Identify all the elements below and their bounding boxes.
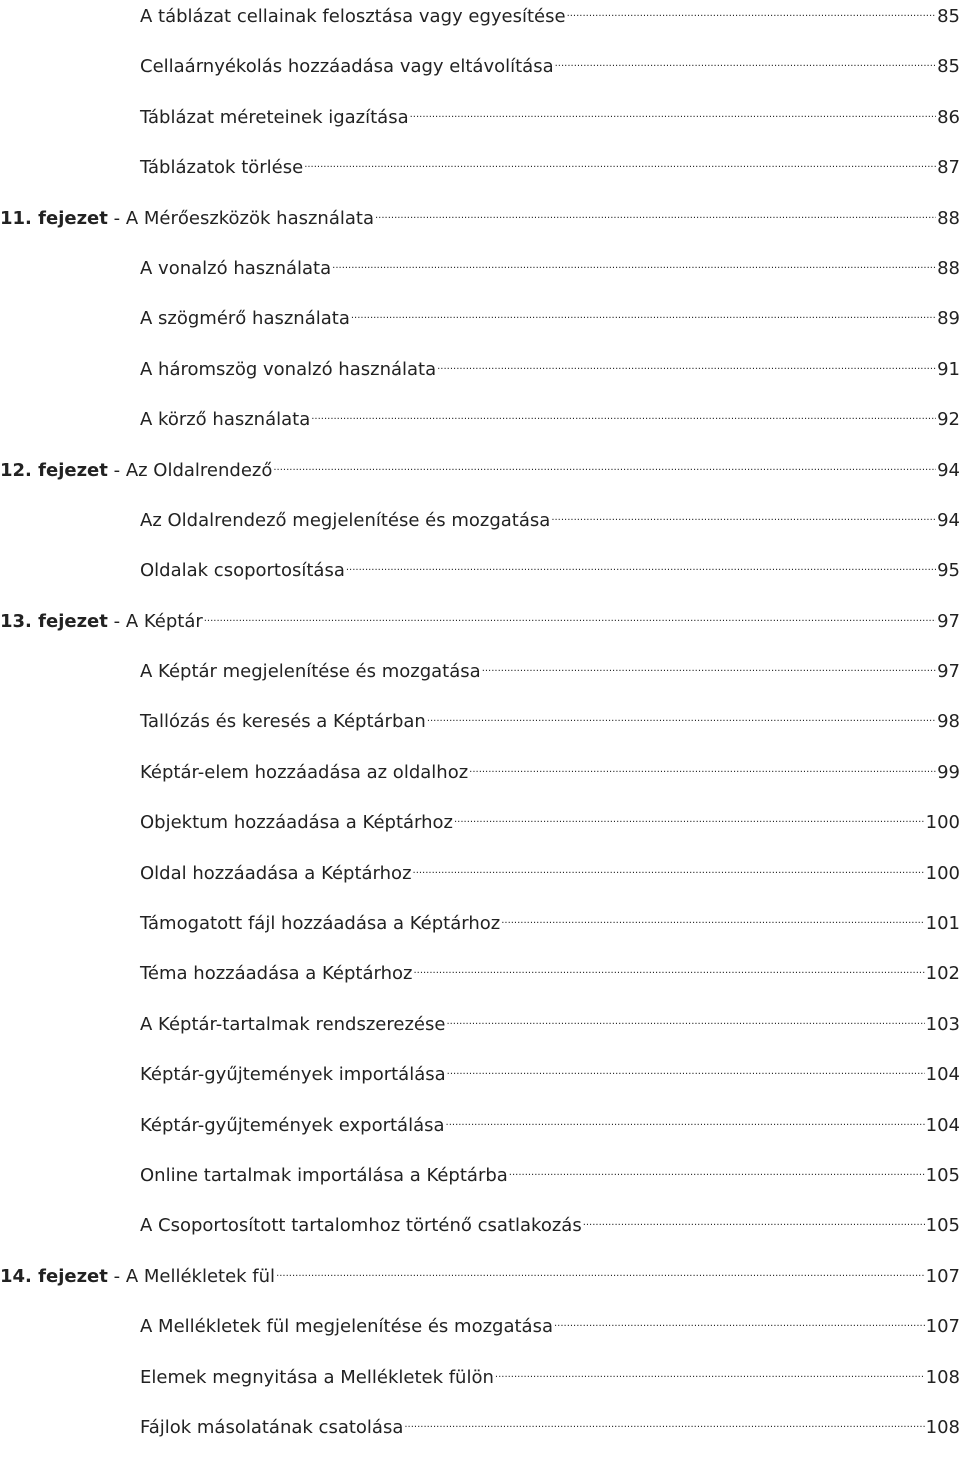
- dot-leader: [346, 554, 936, 576]
- toc-section-entry[interactable]: [0, 756, 960, 806]
- chapter-number: 11. fejezet: [0, 207, 108, 229]
- entry-title-text: A háromszög vonalzó használata: [140, 358, 437, 380]
- entry-title-text: A Képtár-tartalmak rendszerezése: [140, 1013, 446, 1035]
- page-number: 97: [937, 661, 960, 683]
- toc-section-entry[interactable]: [0, 1159, 960, 1209]
- page-number: 108: [925, 1416, 960, 1438]
- toc-section-entry[interactable]: [0, 0, 960, 50]
- entry-title-text: Cellaárnyékolás hozzáadása vagy eltávolítása: [140, 56, 554, 78]
- page-number: 107: [925, 1265, 960, 1287]
- toc-entry-title: [140, 1417, 403, 1439]
- entry-title-text: Téma hozzáadása a Képtárhoz: [140, 963, 413, 985]
- toc-entry-title: [140, 1064, 446, 1086]
- toc-entry-title: [140, 409, 310, 431]
- page-number: 104: [925, 1064, 960, 1086]
- page-number: 89: [937, 308, 960, 330]
- entry-title-text: Oldal hozzáadása a Képtárhoz: [140, 862, 412, 884]
- entry-title-text: Az Oldalrendező megjelenítése és mozgatása: [140, 509, 551, 531]
- dot-leader: [413, 857, 925, 879]
- dot-leader: [501, 907, 924, 929]
- toc-section-entry[interactable]: [0, 1109, 960, 1159]
- page-number: 85: [937, 6, 960, 27]
- dot-leader: [413, 957, 924, 979]
- entry-title-text: A Mérőeszközök használata: [125, 207, 374, 229]
- page-number: 88: [937, 207, 960, 229]
- dot-leader: [551, 504, 936, 526]
- toc-section-entry[interactable]: [0, 1361, 960, 1411]
- chapter-number: 14. fejezet: [0, 1265, 108, 1287]
- toc-section-entry[interactable]: [0, 1209, 960, 1259]
- toc-section-entry[interactable]: [0, 403, 960, 453]
- dot-leader: [447, 1058, 925, 1080]
- toc-section-entry[interactable]: [0, 806, 960, 856]
- page-number: 107: [925, 1316, 960, 1338]
- toc-chapter-entry[interactable]: [0, 1260, 960, 1310]
- dot-leader: [555, 50, 936, 72]
- dot-leader: [204, 605, 936, 627]
- page-number: 87: [937, 157, 960, 179]
- toc-section-entry[interactable]: [0, 1008, 960, 1058]
- dot-leader: [404, 1411, 924, 1433]
- toc-entry-title: [140, 863, 412, 885]
- toc-section-entry[interactable]: [0, 655, 960, 705]
- entry-title-text: A körző használata: [140, 409, 311, 431]
- page-number: 103: [925, 1013, 960, 1035]
- entry-title-text: Oldalak csoportosítása: [140, 560, 345, 582]
- dot-leader: [304, 151, 936, 173]
- chapter-separator: -: [107, 207, 126, 229]
- dot-leader: [495, 1361, 925, 1383]
- toc-entry-title: [0, 208, 374, 230]
- toc-entry-title: [140, 56, 554, 78]
- toc-chapter-entry[interactable]: [0, 605, 960, 655]
- toc-section-entry[interactable]: [0, 857, 960, 907]
- dot-leader: [375, 202, 936, 224]
- toc-entry-title: [140, 1115, 445, 1137]
- toc-entry-title: [140, 1165, 508, 1187]
- entry-title-text: A Képtár: [125, 610, 203, 632]
- entry-title-text: Online tartalmak importálása a Képtárba: [140, 1164, 508, 1186]
- entry-title-text: Képtár-elem hozzáadása az oldalhoz: [140, 761, 469, 783]
- toc-entry-title: [0, 611, 203, 633]
- page-number: 101: [925, 913, 960, 935]
- page-number: 108: [925, 1366, 960, 1388]
- toc-section-entry[interactable]: [0, 907, 960, 957]
- page-number: 85: [937, 56, 960, 78]
- toc-entry-title: [140, 560, 345, 582]
- toc-entry-title: [140, 762, 468, 784]
- dot-leader: [446, 1008, 924, 1030]
- page-number: 98: [937, 711, 960, 733]
- toc-entry-title: [140, 1014, 445, 1036]
- toc-section-entry[interactable]: [0, 1058, 960, 1108]
- toc-entry-title: [140, 157, 303, 179]
- page-number: 97: [937, 610, 960, 632]
- toc-entry-title: [140, 510, 550, 532]
- dot-leader: [351, 302, 936, 324]
- entry-title-text: Tallózás és keresés a Képtárban: [140, 711, 426, 733]
- toc-section-entry[interactable]: [0, 50, 960, 100]
- toc-section-entry[interactable]: [0, 1310, 960, 1360]
- toc-section-entry[interactable]: [0, 353, 960, 403]
- page-number: 86: [937, 106, 960, 128]
- toc-section-entry[interactable]: [0, 151, 960, 201]
- page-number: 100: [925, 812, 960, 834]
- entry-title-text: Támogatott fájl hozzáadása a Képtárhoz: [140, 913, 501, 935]
- dot-leader: [454, 806, 925, 828]
- toc-entry-title: [140, 913, 500, 935]
- dot-leader: [509, 1159, 925, 1181]
- toc-section-entry[interactable]: [0, 705, 960, 755]
- entry-title-text: Objektum hozzáadása a Képtárhoz: [140, 812, 453, 834]
- page-number: 94: [937, 509, 960, 531]
- toc-entry-title: [0, 460, 272, 482]
- entry-title-text: Fájlok másolatának csatolása: [140, 1416, 404, 1438]
- toc-section-entry[interactable]: [0, 554, 960, 604]
- page-number: 88: [937, 257, 960, 279]
- entry-title-text: A szögmérő használata: [140, 308, 350, 330]
- toc-section-entry[interactable]: [0, 957, 960, 1007]
- entry-title-text: A Mellékletek fül: [125, 1265, 276, 1287]
- dot-leader: [311, 403, 936, 425]
- entry-title-text: A Mellékletek fül megjelenítése és mozgatása: [140, 1316, 553, 1338]
- chapter-number: 13. fejezet: [0, 610, 108, 632]
- page-number: 105: [925, 1215, 960, 1237]
- toc-entry-title: [140, 661, 481, 683]
- entry-title-text: Az Oldalrendező: [125, 459, 273, 481]
- toc-entry-title: [140, 6, 566, 28]
- page-number: 94: [937, 459, 960, 481]
- toc-entry-title: [140, 1367, 494, 1389]
- entry-title-text: Táblázat méreteinek igazítása: [140, 106, 409, 128]
- entry-title-text: A Képtár megjelenítése és mozgatása: [140, 661, 481, 683]
- page-number: 105: [925, 1164, 960, 1186]
- dot-leader: [583, 1209, 925, 1231]
- toc-entry-title: [140, 963, 412, 985]
- toc-section-entry[interactable]: [0, 1411, 960, 1461]
- entry-title-text: Táblázatok törlése: [140, 157, 304, 179]
- page-number: 102: [925, 963, 960, 985]
- dot-leader: [427, 705, 936, 727]
- toc-entry-title: [140, 359, 436, 381]
- toc-entry-title: [140, 107, 409, 129]
- page-number: 91: [937, 358, 960, 380]
- page-number: 104: [925, 1114, 960, 1136]
- entry-title-text: A Csoportosított tartalomhoz történő csatlakozás: [140, 1215, 582, 1237]
- dot-leader: [332, 252, 936, 274]
- chapter-separator: -: [107, 1265, 126, 1287]
- dot-leader: [482, 655, 936, 677]
- entry-title-text: Képtár-gyűjtemények exportálása: [140, 1114, 445, 1136]
- page-number: 99: [937, 761, 960, 783]
- dot-leader: [469, 756, 936, 778]
- toc-chapter-entry[interactable]: [0, 202, 960, 252]
- toc-section-entry[interactable]: [0, 504, 960, 554]
- toc-section-entry[interactable]: [0, 252, 960, 302]
- page-number: 92: [937, 409, 960, 431]
- toc-chapter-entry[interactable]: [0, 454, 960, 504]
- entry-title-text: A táblázat cellainak felosztása vagy egyesítése: [140, 6, 566, 27]
- toc-entry-title: [140, 711, 426, 733]
- toc-entry-title: [140, 258, 331, 280]
- dot-leader: [410, 101, 936, 123]
- toc-entry-title: [140, 812, 453, 834]
- dot-leader: [567, 0, 937, 22]
- entry-title-text: Képtár-gyűjtemények importálása: [140, 1064, 446, 1086]
- dot-leader: [446, 1109, 925, 1131]
- entry-title-text: A vonalzó használata: [140, 257, 332, 279]
- chapter-separator: -: [107, 459, 126, 481]
- entry-title-text: Elemek megnyitása a Mellékletek fülön: [140, 1366, 494, 1388]
- page-number: 95: [937, 560, 960, 582]
- chapter-separator: -: [107, 610, 126, 632]
- dot-leader: [554, 1310, 925, 1332]
- toc-section-entry[interactable]: [0, 101, 960, 151]
- toc-entry-title: [0, 1266, 275, 1288]
- dot-leader: [273, 454, 936, 476]
- toc-section-entry[interactable]: [0, 302, 960, 352]
- dot-leader: [276, 1260, 925, 1282]
- toc-entry-title: [140, 1316, 553, 1338]
- chapter-number: 12. fejezet: [0, 459, 108, 481]
- page-number: 100: [925, 862, 960, 884]
- toc-entry-title: [140, 1215, 582, 1237]
- dot-leader: [437, 353, 936, 375]
- toc-entry-title: [140, 308, 350, 330]
